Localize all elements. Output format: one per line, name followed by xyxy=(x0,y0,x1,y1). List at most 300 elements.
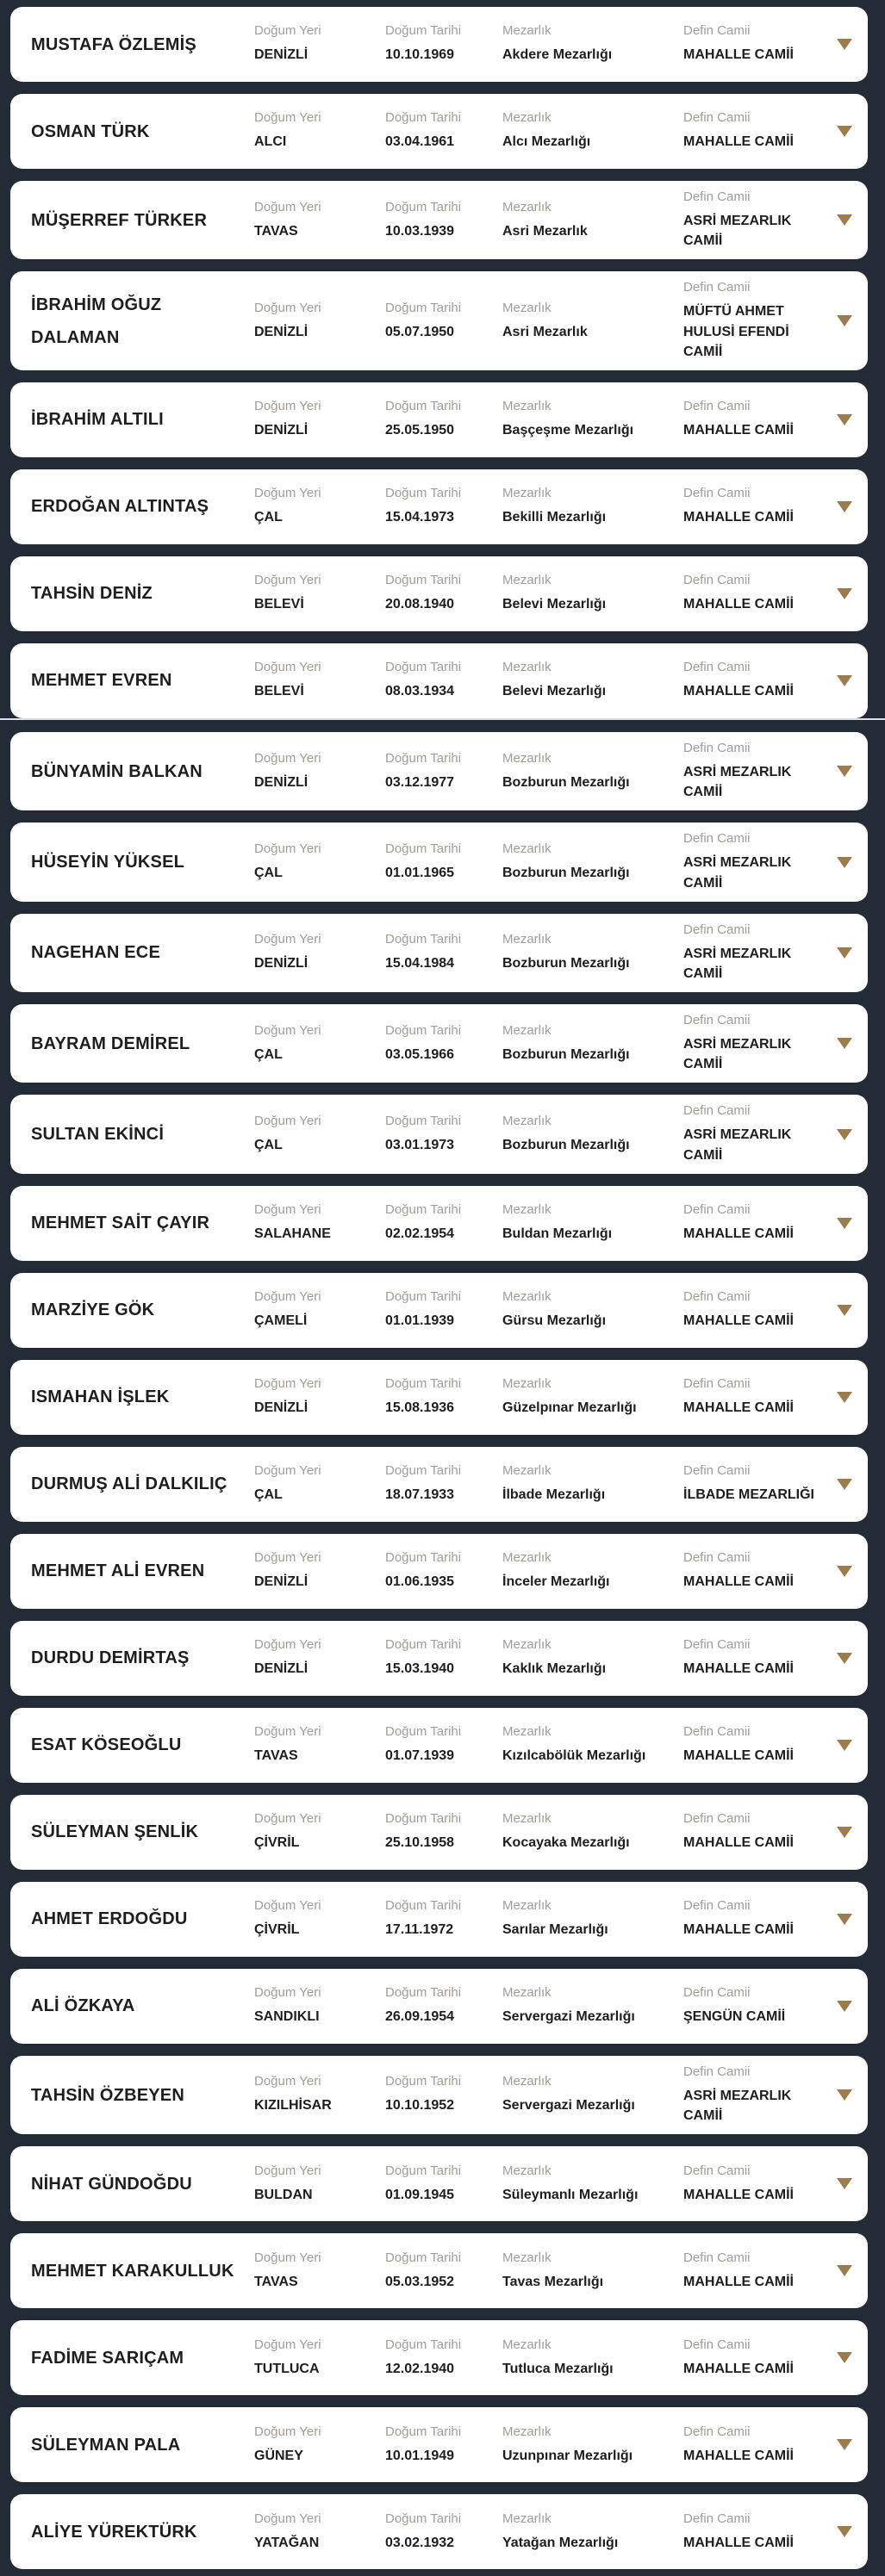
field-birth-place xyxy=(254,1811,385,1853)
cemetery-value: Servergazi Mezarlığı xyxy=(502,2009,635,2025)
expand-row-button[interactable] xyxy=(837,1392,852,1403)
cemetery-label: Mezarlık xyxy=(502,1637,552,1653)
cemetery-value: Asri Mezarlık xyxy=(502,223,588,239)
deceased-record-row[interactable] xyxy=(10,732,868,810)
birth-date-value: 05.03.1952 xyxy=(385,2274,455,2289)
field-birth-place xyxy=(254,1289,385,1331)
birth-place-value: DENİZLİ xyxy=(254,774,309,790)
expand-row-button[interactable] xyxy=(837,2439,852,2450)
birth-date-label: Doğum Tarihi xyxy=(385,1114,462,1129)
deceased-record-row[interactable] xyxy=(10,1360,868,1435)
birth-date-label: Doğum Tarihi xyxy=(385,2074,462,2089)
birth-place-label: Doğum Yeri xyxy=(254,1289,321,1305)
field-cemetery xyxy=(502,2163,683,2205)
burial-mosque-label: Defin Camii xyxy=(683,110,751,126)
chevron-down-icon[interactable] xyxy=(837,1038,852,1049)
cemetery-label: Mezarlık xyxy=(502,2250,552,2265)
burial-mosque-value: MAHALLE CAMİİ xyxy=(683,2274,794,2289)
birth-place-value: BULDAN xyxy=(254,2187,313,2202)
field-burial-mosque xyxy=(683,280,830,362)
field-burial-mosque xyxy=(683,486,830,527)
deceased-record-row[interactable] xyxy=(10,2494,868,2569)
field-birth-date xyxy=(385,2337,502,2379)
chevron-down-icon[interactable] xyxy=(837,126,852,137)
field-burial-mosque xyxy=(683,2250,830,2292)
field-birth-place xyxy=(254,2511,385,2553)
birth-place-label: Doğum Yeri xyxy=(254,1114,321,1129)
burial-mosque-value: ASRİ MEZARLIK CAMİİ xyxy=(683,764,792,800)
birth-place-label: Doğum Yeri xyxy=(254,573,321,588)
deceased-record-row[interactable] xyxy=(10,1095,868,1173)
field-birth-date xyxy=(385,1463,502,1505)
expand-row-button[interactable] xyxy=(837,2265,852,2276)
birth-place-value: DENİZLİ xyxy=(254,1574,309,1590)
birth-place-value: GÜNEY xyxy=(254,2448,303,2463)
burial-mosque-label: Defin Camii xyxy=(683,2511,751,2526)
chevron-down-icon[interactable] xyxy=(837,1827,852,1838)
deceased-record-row[interactable] xyxy=(10,271,868,370)
field-birth-date xyxy=(385,200,502,241)
deceased-record-row[interactable] xyxy=(10,1534,868,1609)
chevron-down-icon[interactable] xyxy=(837,1392,852,1403)
chevron-down-icon[interactable] xyxy=(837,1653,852,1664)
burial-mosque-label: Defin Camii xyxy=(683,2250,751,2265)
birth-date-value: 08.03.1934 xyxy=(385,684,455,699)
burial-mosque-label: Defin Camii xyxy=(683,1202,751,1218)
burial-mosque-label: Defin Camii xyxy=(683,1289,751,1305)
field-cemetery xyxy=(502,2424,683,2466)
cemetery-value: Uzunpınar Mezarlığı xyxy=(502,2448,633,2463)
deceased-record-row[interactable] xyxy=(10,382,868,457)
field-birth-date xyxy=(385,1289,502,1331)
birth-place-label: Doğum Yeri xyxy=(254,932,321,947)
field-cemetery xyxy=(502,1202,683,1244)
burial-mosque-value: MAHALLE CAMİİ xyxy=(683,1922,794,1938)
deceased-list-section-1 xyxy=(0,7,885,718)
field-cemetery xyxy=(502,841,683,883)
cemetery-label: Mezarlık xyxy=(502,2163,552,2178)
deceased-record-row[interactable] xyxy=(10,181,868,259)
chevron-down-icon[interactable] xyxy=(837,2265,852,2276)
deceased-name: MUSTAFA ÖZLEMİŞ xyxy=(31,34,196,54)
burial-mosque-value: MAHALLE CAMİİ xyxy=(683,684,794,699)
chevron-down-icon[interactable] xyxy=(837,1566,852,1577)
chevron-down-icon[interactable] xyxy=(837,1305,852,1316)
burial-mosque-label: Defin Camii xyxy=(683,1376,751,1392)
deceased-record-row[interactable] xyxy=(10,1969,868,2044)
birth-date-label: Doğum Tarihi xyxy=(385,1898,462,1914)
expand-row-button[interactable] xyxy=(837,2001,852,2012)
field-birth-date xyxy=(385,2511,502,2553)
chevron-down-icon[interactable] xyxy=(837,675,852,686)
field-birth-place xyxy=(254,1463,385,1505)
burial-mosque-label: Defin Camii xyxy=(683,573,751,588)
deceased-record-row[interactable] xyxy=(10,1795,868,1870)
field-birth-place xyxy=(254,2163,385,2205)
deceased-name: MEHMET ALİ EVREN xyxy=(31,1561,205,1581)
field-birth-place xyxy=(254,1114,385,1155)
burial-mosque-label: Defin Camii xyxy=(683,922,751,937)
field-birth-place xyxy=(254,1550,385,1592)
expand-row-button[interactable] xyxy=(837,501,852,512)
birth-place-label: Doğum Yeri xyxy=(254,23,321,39)
burial-mosque-label: Defin Camii xyxy=(683,831,751,847)
field-birth-date xyxy=(385,751,502,792)
birth-place-value: BELEVİ xyxy=(254,684,304,699)
chevron-down-icon[interactable] xyxy=(837,857,852,868)
field-birth-date xyxy=(385,2250,502,2292)
birth-place-label: Doğum Yeri xyxy=(254,1898,321,1914)
burial-mosque-label: Defin Camii xyxy=(683,1898,751,1914)
birth-place-label: Doğum Yeri xyxy=(254,399,321,414)
expand-row-button[interactable] xyxy=(837,2089,852,2101)
field-birth-date xyxy=(385,1811,502,1853)
chevron-down-icon[interactable] xyxy=(837,2439,852,2450)
expand-row-button[interactable] xyxy=(837,1827,852,1838)
field-burial-mosque xyxy=(683,1724,830,1766)
chevron-down-icon[interactable] xyxy=(837,1740,852,1751)
field-cemetery xyxy=(502,1550,683,1592)
deceased-name: DURMUŞ ALİ DALKILIÇ xyxy=(31,1474,227,1494)
field-cemetery xyxy=(502,660,683,701)
burial-mosque-value: MAHALLE CAMİİ xyxy=(683,1574,794,1590)
birth-date-label: Doğum Tarihi xyxy=(385,199,462,214)
birth-place-value: ÇİVRİL xyxy=(254,1922,300,1938)
chevron-down-icon[interactable] xyxy=(837,588,852,599)
field-cemetery xyxy=(502,1289,683,1331)
cemetery-label: Mezarlık xyxy=(502,1463,552,1479)
burial-mosque-value: MAHALLE CAMİİ xyxy=(683,597,794,612)
cemetery-label: Mezarlık xyxy=(502,573,552,588)
expand-row-button[interactable] xyxy=(837,1305,852,1316)
birth-date-value: 01.06.1935 xyxy=(385,1574,455,1590)
cemetery-value: Gürsu Mezarlığı xyxy=(502,1313,607,1329)
deceased-name: SÜLEYMAN ŞENLİK xyxy=(31,1822,199,1842)
burial-mosque-value: MAHALLE CAMİİ xyxy=(683,1748,794,1764)
expand-row-button[interactable] xyxy=(837,1566,852,1577)
chevron-down-icon[interactable] xyxy=(837,766,852,777)
expand-row-button[interactable] xyxy=(837,2352,852,2363)
birth-date-label: Doğum Tarihi xyxy=(385,1022,462,1038)
chevron-down-icon[interactable] xyxy=(837,414,852,425)
cemetery-value: İnceler Mezarlığı xyxy=(502,1574,610,1590)
field-cemetery xyxy=(502,1898,683,1940)
birth-date-value: 17.11.1972 xyxy=(385,1922,454,1938)
expand-row-button[interactable] xyxy=(837,414,852,425)
birth-place-value: TUTLUCA xyxy=(254,2361,320,2376)
expand-row-button[interactable] xyxy=(837,1479,852,1490)
deceased-record-row[interactable] xyxy=(10,2233,868,2308)
field-birth-date xyxy=(385,1724,502,1766)
field-cemetery xyxy=(502,2511,683,2553)
field-cemetery xyxy=(502,2337,683,2379)
deceased-name: ESAT KÖSEOĞLU xyxy=(31,1735,182,1755)
burial-mosque-label: Defin Camii xyxy=(683,660,751,675)
birth-date-value: 03.02.1932 xyxy=(385,2535,455,2550)
burial-mosque-value: MAHALLE CAMİİ xyxy=(683,47,794,63)
expand-row-button[interactable] xyxy=(837,1740,852,1751)
deceased-record-row[interactable] xyxy=(10,1882,868,1957)
burial-mosque-label: Defin Camii xyxy=(683,1013,751,1028)
field-birth-date xyxy=(385,573,502,614)
cemetery-value: Bekilli Mezarlığı xyxy=(502,510,607,525)
field-birth-date xyxy=(385,301,502,342)
birth-place-label: Doğum Yeri xyxy=(254,1022,321,1038)
field-cemetery xyxy=(502,2250,683,2292)
burial-mosque-value: MAHALLE CAMİİ xyxy=(683,2187,794,2202)
chevron-down-icon[interactable] xyxy=(837,501,852,512)
expand-row-button[interactable] xyxy=(837,588,852,599)
birth-date-label: Doğum Tarihi xyxy=(385,2424,462,2439)
burial-mosque-value: MAHALLE CAMİİ xyxy=(683,1400,794,1416)
birth-date-value: 10.03.1939 xyxy=(385,223,455,239)
field-burial-mosque xyxy=(683,1637,830,1679)
field-burial-mosque xyxy=(683,2511,830,2553)
cemetery-value: Bozburun Mezarlığı xyxy=(502,956,630,971)
birth-place-label: Doğum Yeri xyxy=(254,2250,321,2265)
field-cemetery xyxy=(502,486,683,527)
field-birth-place xyxy=(254,841,385,883)
birth-place-label: Doğum Yeri xyxy=(254,2337,321,2352)
birth-date-label: Doğum Tarihi xyxy=(385,486,462,501)
birth-date-value: 03.12.1977 xyxy=(385,774,455,790)
cemetery-value: Bozburun Mezarlığı xyxy=(502,865,630,880)
field-burial-mosque xyxy=(683,110,830,152)
field-burial-mosque xyxy=(683,2424,830,2466)
chevron-down-icon[interactable] xyxy=(837,214,852,226)
birth-date-value: 20.08.1940 xyxy=(385,597,455,612)
section-divider xyxy=(0,718,885,720)
deceased-name: ERDOĞAN ALTINTAŞ xyxy=(31,497,209,517)
birth-place-label: Doğum Yeri xyxy=(254,841,321,856)
field-birth-date xyxy=(385,110,502,152)
field-burial-mosque xyxy=(683,399,830,440)
expand-row-button[interactable] xyxy=(837,947,852,959)
field-birth-date xyxy=(385,1985,502,2027)
cemetery-label: Mezarlık xyxy=(502,399,552,414)
cemetery-label: Mezarlık xyxy=(502,2511,552,2526)
deceased-record-row[interactable] xyxy=(10,2146,868,2221)
burial-mosque-label: Defin Camii xyxy=(683,399,751,414)
birth-place-value: ÇAMELİ xyxy=(254,1313,308,1329)
cemetery-value: Güzelpınar Mezarlığı xyxy=(502,1400,637,1416)
field-cemetery xyxy=(502,1985,683,2027)
deceased-record-row[interactable] xyxy=(10,469,868,544)
field-birth-date xyxy=(385,399,502,440)
expand-row-button[interactable] xyxy=(837,1653,852,1664)
field-birth-place xyxy=(254,932,385,973)
chevron-down-icon[interactable] xyxy=(837,315,852,326)
deceased-record-row[interactable] xyxy=(10,1447,868,1522)
deceased-record-row[interactable] xyxy=(10,1186,868,1261)
field-birth-place xyxy=(254,110,385,152)
birth-place-value: SANDIKLI xyxy=(254,2009,320,2025)
birth-date-label: Doğum Tarihi xyxy=(385,841,462,856)
cemetery-label: Mezarlık xyxy=(502,1811,552,1827)
deceased-list-section-2 xyxy=(0,732,885,2569)
deceased-record-row[interactable] xyxy=(10,1004,868,1083)
burial-mosque-value: ASRİ MEZARLIK CAMİİ xyxy=(683,1127,792,1163)
deceased-name: MEHMET KARAKULLUK xyxy=(31,2261,234,2281)
field-birth-date xyxy=(385,1023,502,1065)
cemetery-label: Mezarlık xyxy=(502,1114,552,1129)
expand-row-button[interactable] xyxy=(837,126,852,137)
burial-mosque-label: Defin Camii xyxy=(683,2163,751,2178)
birth-place-label: Doğum Yeri xyxy=(254,486,321,501)
field-burial-mosque xyxy=(683,1013,830,1074)
burial-mosque-label: Defin Camii xyxy=(683,1103,751,1119)
cemetery-value: Belevi Mezarlığı xyxy=(502,597,607,612)
field-cemetery xyxy=(502,1114,683,1155)
birth-date-label: Doğum Tarihi xyxy=(385,2163,462,2178)
chevron-down-icon[interactable] xyxy=(837,2352,852,2363)
deceased-record-row[interactable] xyxy=(10,556,868,631)
expand-row-button[interactable] xyxy=(837,2526,852,2537)
deceased-record-row[interactable] xyxy=(10,822,868,901)
chevron-down-icon[interactable] xyxy=(837,2001,852,2012)
birth-place-label: Doğum Yeri xyxy=(254,1637,321,1653)
field-cemetery xyxy=(502,23,683,65)
field-birth-place xyxy=(254,23,385,65)
burial-mosque-value: MÜFTÜ AHMET HULUSİ EFENDİ CAMİİ xyxy=(683,304,789,359)
field-burial-mosque xyxy=(683,1202,830,1244)
expand-row-button[interactable] xyxy=(837,675,852,686)
birth-place-value: SALAHANE xyxy=(254,1226,331,1242)
expand-row-button[interactable] xyxy=(837,39,852,50)
field-cemetery xyxy=(502,1811,683,1853)
deceased-record-row[interactable] xyxy=(10,1273,868,1348)
deceased-name: MARZİYE GÖK xyxy=(31,1300,155,1320)
deceased-record-row[interactable] xyxy=(10,2056,868,2134)
expand-row-button[interactable] xyxy=(837,214,852,226)
chevron-down-icon[interactable] xyxy=(837,947,852,959)
deceased-name: NAGEHAN ECE xyxy=(31,943,160,963)
cemetery-value: Başçeşme Mezarlığı xyxy=(502,423,634,438)
cemetery-label: Mezarlık xyxy=(502,2337,552,2352)
expand-row-button[interactable] xyxy=(837,857,852,868)
cemetery-value: Belevi Mezarlığı xyxy=(502,684,607,699)
expand-row-button[interactable] xyxy=(837,2178,852,2189)
deceased-record-row[interactable] xyxy=(10,1708,868,1783)
deceased-record-row[interactable] xyxy=(10,1621,868,1696)
chevron-down-icon[interactable] xyxy=(837,1129,852,1140)
field-burial-mosque xyxy=(683,831,830,892)
field-birth-place xyxy=(254,573,385,614)
deceased-record-row[interactable] xyxy=(10,7,868,82)
burial-mosque-label: Defin Camii xyxy=(683,1811,751,1827)
expand-row-button[interactable] xyxy=(837,766,852,777)
chevron-down-icon[interactable] xyxy=(837,1479,852,1490)
birth-date-value: 01.09.1945 xyxy=(385,2187,455,2202)
birth-date-value: 15.03.1940 xyxy=(385,1661,455,1677)
expand-row-button[interactable] xyxy=(837,315,852,326)
field-birth-date xyxy=(385,2424,502,2466)
chevron-down-icon[interactable] xyxy=(837,2178,852,2189)
cemetery-label: Mezarlık xyxy=(502,110,552,126)
field-birth-date xyxy=(385,23,502,65)
cemetery-value: İlbade Mezarlığı xyxy=(502,1487,606,1503)
chevron-down-icon[interactable] xyxy=(837,2526,852,2537)
birth-date-label: Doğum Tarihi xyxy=(385,1289,462,1305)
deceased-name: BAYRAM DEMİREL xyxy=(31,1034,190,1053)
cemetery-label: Mezarlık xyxy=(502,1985,552,2001)
burial-mosque-value: MAHALLE CAMİİ xyxy=(683,2448,794,2463)
field-birth-date xyxy=(385,1114,502,1155)
field-birth-date xyxy=(385,486,502,527)
birth-date-value: 03.04.1961 xyxy=(385,134,455,150)
field-burial-mosque xyxy=(683,741,830,802)
deceased-record-row[interactable] xyxy=(10,2320,868,2395)
field-cemetery xyxy=(502,1023,683,1065)
chevron-down-icon[interactable] xyxy=(837,1914,852,1925)
birth-place-value: DENİZLİ xyxy=(254,1661,309,1677)
birth-date-value: 10.10.1952 xyxy=(385,2098,455,2114)
cemetery-value: Kaklık Mezarlığı xyxy=(502,1661,607,1677)
field-birth-date xyxy=(385,932,502,973)
chevron-down-icon[interactable] xyxy=(837,1218,852,1229)
birth-date-label: Doğum Tarihi xyxy=(385,1724,462,1740)
field-birth-place xyxy=(254,751,385,792)
birth-place-value: DENİZLİ xyxy=(254,47,309,63)
deceased-record-row[interactable] xyxy=(10,914,868,992)
chevron-down-icon[interactable] xyxy=(837,2089,852,2101)
burial-mosque-label: Defin Camii xyxy=(683,23,751,39)
birth-date-label: Doğum Tarihi xyxy=(385,932,462,947)
birth-date-label: Doğum Tarihi xyxy=(385,399,462,414)
chevron-down-icon[interactable] xyxy=(837,39,852,50)
deceased-name: TAHSİN DENİZ xyxy=(31,584,153,604)
field-burial-mosque xyxy=(683,1376,830,1418)
burial-mosque-value: MAHALLE CAMİİ xyxy=(683,2361,794,2376)
cemetery-value: Bozburun Mezarlığı xyxy=(502,1046,630,1062)
birth-place-label: Doğum Yeri xyxy=(254,1463,321,1479)
birth-place-value: ÇAL xyxy=(254,1138,283,1153)
field-birth-place xyxy=(254,2337,385,2379)
field-burial-mosque xyxy=(683,23,830,65)
field-birth-place xyxy=(254,1376,385,1418)
cemetery-value: Süleymanlı Mezarlığı xyxy=(502,2187,639,2202)
birth-date-value: 26.09.1954 xyxy=(385,2009,455,2025)
field-burial-mosque xyxy=(683,2337,830,2379)
expand-row-button[interactable] xyxy=(837,1218,852,1229)
deceased-record-row[interactable] xyxy=(10,2407,868,2482)
expand-row-button[interactable] xyxy=(837,1914,852,1925)
deceased-record-row[interactable] xyxy=(10,94,868,169)
birth-date-value: 15.04.1973 xyxy=(385,510,455,525)
field-cemetery xyxy=(502,301,683,342)
birth-date-label: Doğum Tarihi xyxy=(385,1811,462,1827)
birth-date-value: 10.01.1949 xyxy=(385,2448,455,2463)
deceased-record-row[interactable] xyxy=(10,643,868,718)
birth-date-value: 10.10.1969 xyxy=(385,47,455,63)
birth-place-value: DENİZLİ xyxy=(254,1400,309,1416)
field-birth-date xyxy=(385,2074,502,2115)
burial-mosque-label: Defin Camii xyxy=(683,1724,751,1740)
field-burial-mosque xyxy=(683,1289,830,1331)
cemetery-value: Yatağan Mezarlığı xyxy=(502,2535,619,2550)
field-burial-mosque xyxy=(683,922,830,984)
deceased-name: DURDU DEMİRTAŞ xyxy=(31,1648,190,1668)
birth-place-label: Doğum Yeri xyxy=(254,2511,321,2526)
deceased-name: İBRAHİM ALTILI xyxy=(31,410,164,430)
field-cemetery xyxy=(502,399,683,440)
expand-row-button[interactable] xyxy=(837,1038,852,1049)
deceased-name: NİHAT GÜNDOĞDU xyxy=(31,2174,192,2194)
deceased-name: AHMET ERDOĞDU xyxy=(31,1909,188,1929)
burial-mosque-label: Defin Camii xyxy=(683,1985,751,2001)
expand-row-button[interactable] xyxy=(837,1129,852,1140)
deceased-name: ISMAHAN İŞLEK xyxy=(31,1387,170,1407)
